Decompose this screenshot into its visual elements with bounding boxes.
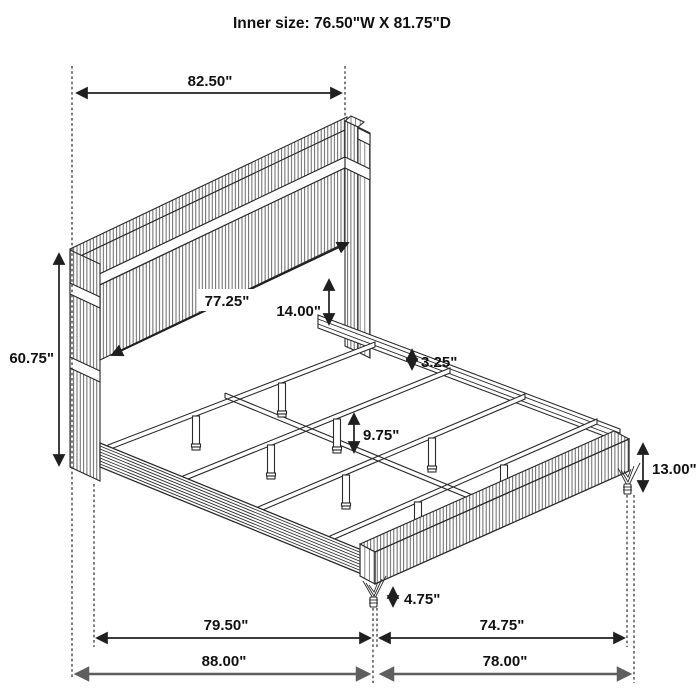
center-leg [267,445,276,479]
dim-bottom-right-inner [380,617,624,638]
dim-label-center-leg-height: 9.75" [363,427,400,444]
footboard [360,431,640,607]
dim-top-width [77,73,341,93]
dim-label-left-height: 60.75" [9,350,54,367]
slat [183,368,450,481]
dim-label-rail-thickness: 3.25" [421,354,458,371]
dim-footboard-height [643,444,697,491]
near-side-rail [100,443,374,579]
dim-footboard-leg [393,588,440,608]
center-leg [428,438,437,472]
center-leg [342,475,351,509]
dim-bottom-left-outer [76,653,369,674]
dim-label-panel-gap: 14.00" [276,303,321,320]
bed-frame [100,315,620,579]
dim-label-bottom-right-inner: 74.75" [479,617,525,634]
dim-label-top-width: 82.50" [187,73,233,90]
headboard-right-post-front [345,121,358,352]
dim-label-bottom-right-outer: 78.00" [482,653,528,670]
dim-bottom-left-inner [97,617,370,638]
center-leg [333,419,342,453]
dim-label-bottom-left-inner: 79.50" [203,617,249,634]
center-leg [278,383,287,417]
dim-label-panel-width: 77.25" [204,293,250,310]
dim-center-leg-height [354,414,399,452]
center-leg [192,416,201,450]
dim-label-footboard-height: 13.00" [652,461,697,478]
headboard-right-post-side [358,127,370,358]
dim-label-bottom-left-outer: 88.00" [201,653,247,670]
dim-left-height [9,254,59,465]
dim-label-footboard-leg: 4.75" [404,591,441,608]
diagram-title: Inner size: 76.50"W X 81.75"D [232,15,452,32]
center-rail [225,393,497,510]
dim-bottom-right-outer [381,653,630,674]
